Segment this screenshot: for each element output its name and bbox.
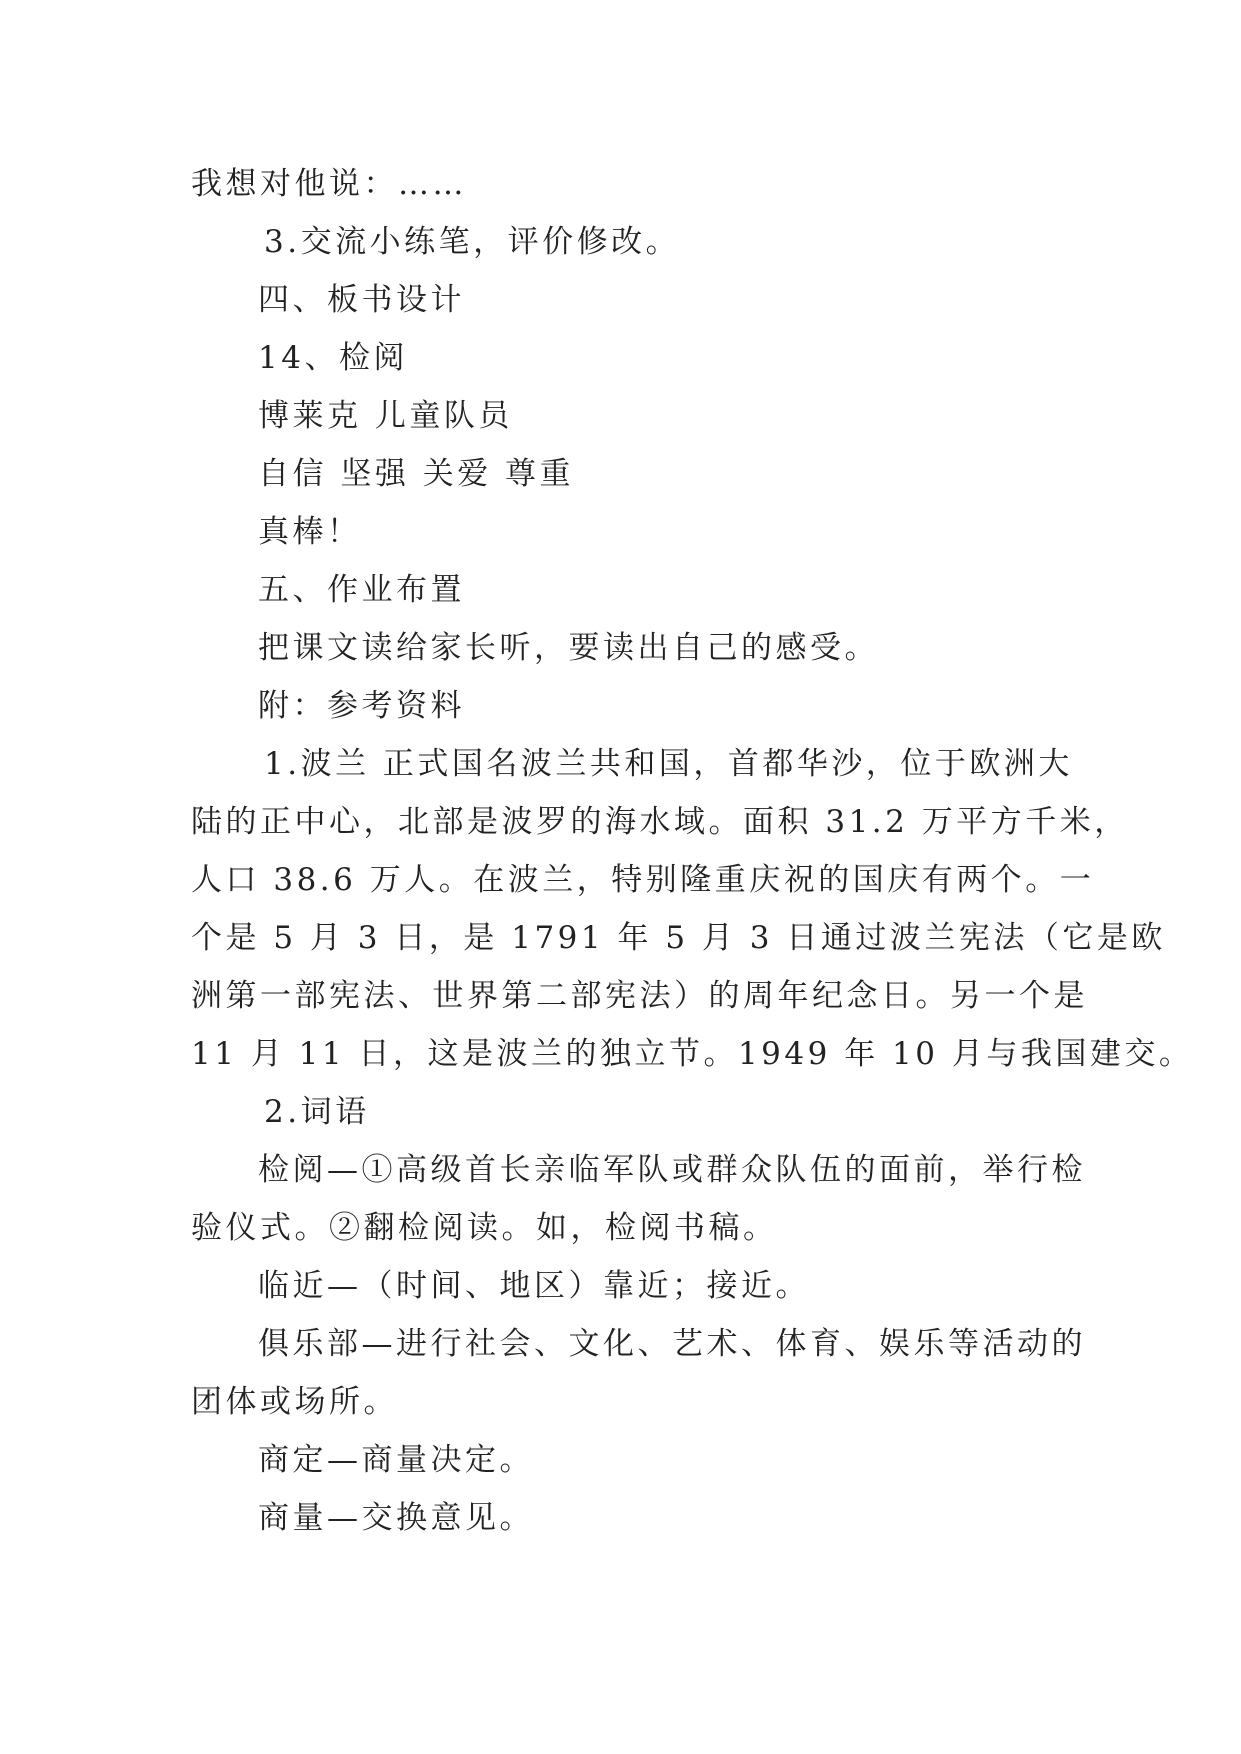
text-line: 团体或场所。 — [191, 1384, 398, 1420]
text-line: 商定—商量决定。 — [258, 1442, 534, 1478]
text-line: 把课文读给家长听，要读出自己的感受。 — [258, 630, 879, 666]
text-line: 个是 5 月 3 日，是 1791 年 5 月 3 日通过波兰宪法（它是欧 — [191, 920, 1166, 956]
text-line: 人口 38.6 万人。在波兰，特别隆重庆祝的国庆有两个。一 — [191, 862, 1095, 898]
text-line: 14、检阅 — [258, 340, 408, 376]
section-heading: 五、作业布置 — [258, 572, 465, 608]
text-line: 洲第一部宪法、世界第二部宪法）的周年纪念日。另一个是 — [191, 978, 1088, 1014]
text-line: 陆的正中心，北部是波罗的海水域。面积 31.2 万平方千米， — [191, 804, 1129, 840]
text-line: 临近—（时间、地区）靠近；接近。 — [258, 1268, 810, 1304]
text-line: 商量—交换意见。 — [258, 1500, 534, 1536]
text-line: 3.交流小练笔，评价修改。 — [264, 224, 681, 260]
text-line: 2.词语 — [264, 1094, 370, 1130]
text-line: 1.波兰 正式国名波兰共和国，首都华沙，位于欧洲大 — [264, 746, 1073, 782]
text-line: 我想对他说：…… — [191, 166, 467, 202]
text-line: 自信 坚强 关爱 尊重 — [258, 456, 575, 492]
text-line: 俱乐部—进行社会、文化、艺术、体育、娱乐等活动的 — [258, 1326, 1086, 1362]
section-heading: 附：参考资料 — [258, 688, 465, 724]
text-line: 检阅—①高级首长亲临军队或群众队伍的面前，举行检 — [258, 1152, 1086, 1188]
text-line: 真棒！ — [258, 514, 362, 550]
text-line: 11 月 11 日，这是波兰的独立节。1949 年 10 月与我国建交。 — [191, 1036, 1194, 1072]
text-line: 验仪式。②翻检阅读。如，检阅书稿。 — [191, 1210, 778, 1246]
text-line: 博莱克 儿童队员 — [258, 398, 513, 434]
section-heading: 四、板书设计 — [258, 282, 465, 318]
